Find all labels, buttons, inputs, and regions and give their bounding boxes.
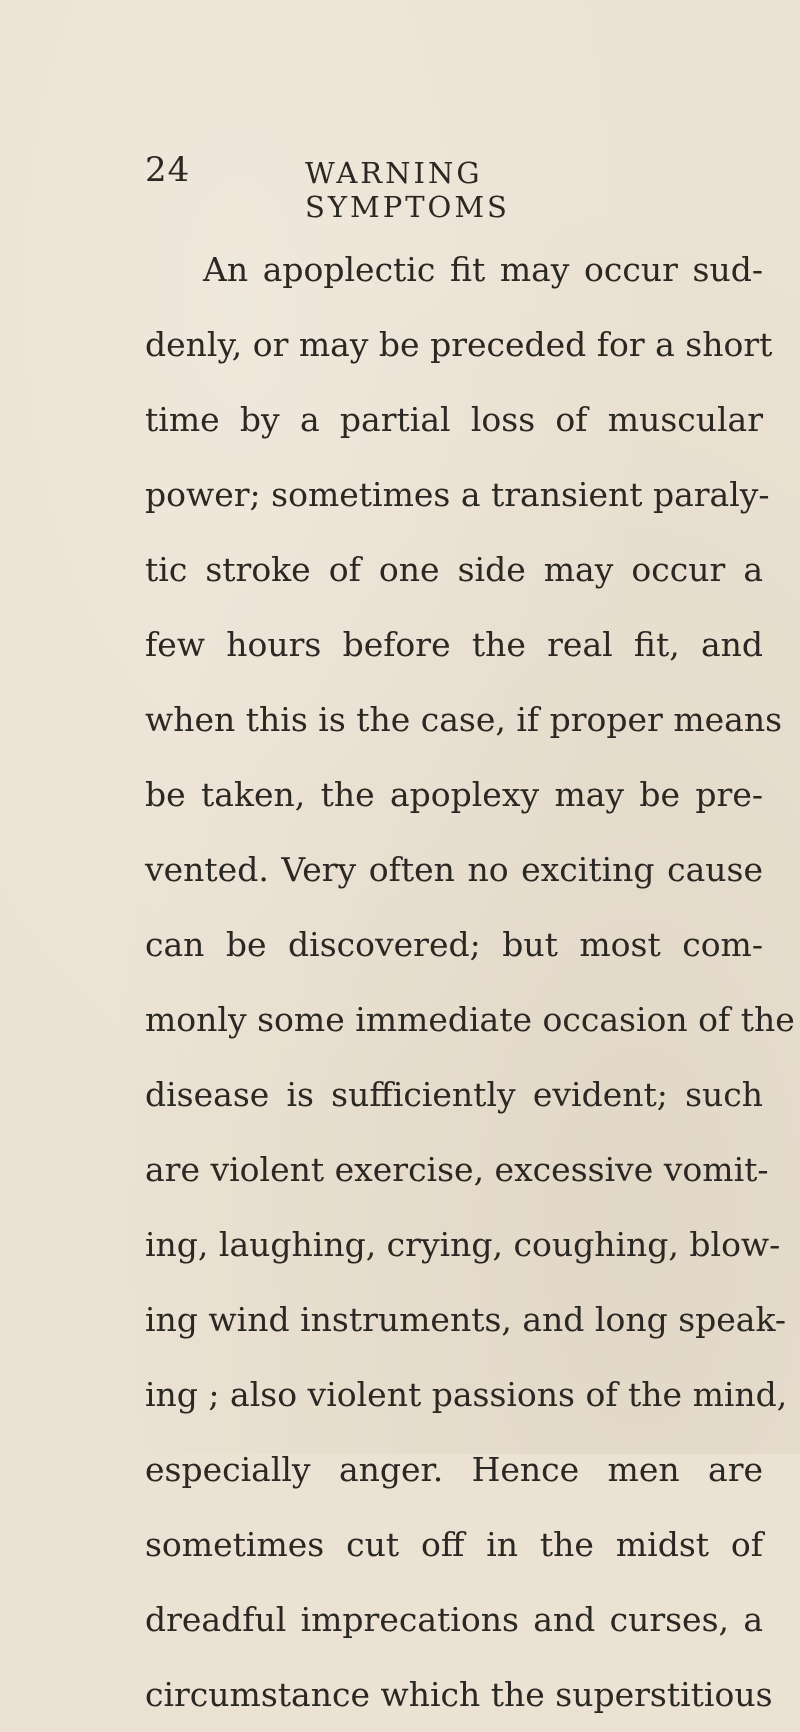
text-line: can be discovered; but most com- [145,925,763,964]
text-line: circumstance which the superstitious [145,1675,773,1714]
text-line: monly some immediate occasion of the [145,1000,795,1039]
text-line: ing, laughing, crying, coughing, blow- [145,1225,781,1264]
text-line: ing wind instruments, and long speak- [145,1300,787,1339]
text-line: sometimes cut off in the midst of [145,1525,763,1564]
text-line: tic stroke of one side may occur a [145,550,763,589]
text-line: vented. Very often no exciting cause [145,850,763,889]
text-line: few hours before the real fit, and [145,625,763,664]
text-line: denly, or may be preceded for a short [145,325,773,364]
page-number: 24 [145,150,191,190]
page-header [145,150,665,224]
text-line: especially anger. Hence men are [145,1450,763,1489]
text-line: when this is the case, if proper means [145,700,783,739]
text-line: disease is sufficiently evident; such [145,1075,763,1114]
body-text [145,232,795,1732]
text-line: ing ; also violent passions of the mind, [145,1375,788,1414]
text-line: An apoplectic fit may occur sud- [203,250,763,289]
text-line: are violent exercise, excessive vomit- [145,1150,769,1189]
text-line: power; sometimes a transient paraly- [145,475,770,514]
text-line: time by a partial loss of muscular [145,400,763,439]
running-title: WARNING SYMPTOMS [305,156,510,224]
text-line: be taken, the apoplexy may be pre- [145,775,763,814]
text-line: dreadful imprecations and curses, a [145,1600,763,1639]
